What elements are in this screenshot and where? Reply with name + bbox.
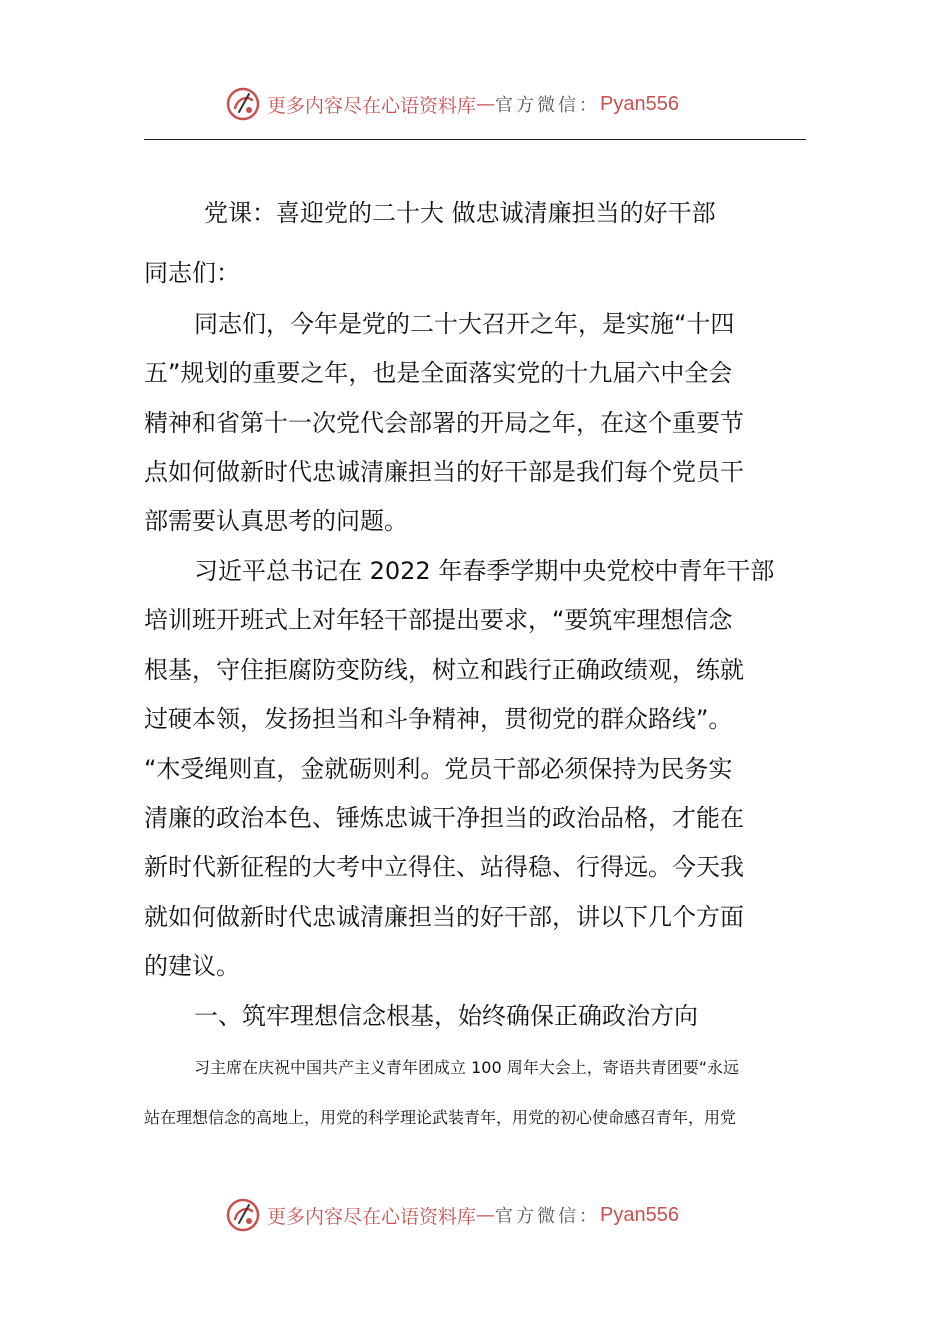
brand-logo-icon — [225, 1197, 261, 1233]
para2-line: 的建议。 — [144, 952, 240, 980]
salutation: 同志们： — [144, 259, 240, 287]
document-title: 党课：喜迎党的二十大 做忠诚清廉担当的好干部 — [204, 199, 716, 227]
para1-line: 同志们，今年是党的二十大召开之年，是实施“十四 — [194, 310, 735, 338]
para2-line: 新时代新征程的大考中立得住、站得稳、行得远。今天我 — [144, 853, 744, 881]
para1-line: 精神和省第十一次党代会部署的开局之年，在这个重要节 — [144, 409, 744, 437]
para3-line: 习主席在庆祝中国共产主义青年团成立 100 周年大会上，寄语共青团要“永远 — [194, 1058, 740, 1077]
footer-site-name: 更多内容尽在心语资料库 — [267, 1205, 477, 1228]
para2-line: 根基，守住拒腐防变防线，树立和践行正确政绩观，练就 — [144, 656, 744, 684]
para2-line: 就如何做新时代忠诚清廉担当的好干部，讲以下几个方面 — [144, 903, 744, 931]
para1-line: 五”规划的重要之年，也是全面落实党的十九届六中全会 — [144, 359, 733, 387]
para1-line: 部需要认真思考的问题。 — [144, 507, 408, 535]
para2-line: “木受绳则直，金就砺则利。党员干部必须保持为民务实 — [144, 755, 733, 783]
para2-line: 清廉的政治本色、锤炼忠诚干净担当的政治品格，才能在 — [144, 804, 744, 832]
footer-banner — [225, 1195, 679, 1235]
para2-line: 培训班开班式上对年轻干部提出要求，“要筑牢理想信念 — [144, 606, 733, 634]
footer-wechat-label: 官方微信： — [495, 1206, 601, 1227]
header-wechat-id: Pyan556 — [600, 92, 679, 115]
para2-line: 习近平总书记在 2022 年春季学期中央党校中青年干部 — [194, 557, 775, 585]
header-divider — [144, 139, 806, 140]
header-site-name: 更多内容尽在心语资料库 — [267, 94, 477, 117]
header-wechat-label: 官方微信： — [495, 95, 601, 116]
header-banner — [225, 84, 679, 124]
para1-line: 点如何做新时代忠诚清廉担当的好干部是我们每个党员干 — [144, 458, 744, 486]
brand-logo-icon — [225, 86, 261, 122]
para3-line: 站在理想信念的高地上，用党的科学理论武装青年，用党的初心使命感召青年，用党 — [144, 1108, 737, 1127]
para2-line: 过硬本领，发扬担当和斗争精神，贯彻党的群众路线”。 — [144, 705, 733, 733]
header-separator: — — [476, 93, 496, 115]
section-heading: 一、筑牢理想信念根基，始终确保正确政治方向 — [194, 1002, 698, 1030]
footer-separator: — — [476, 1204, 496, 1226]
footer-wechat-id: Pyan556 — [600, 1203, 679, 1226]
